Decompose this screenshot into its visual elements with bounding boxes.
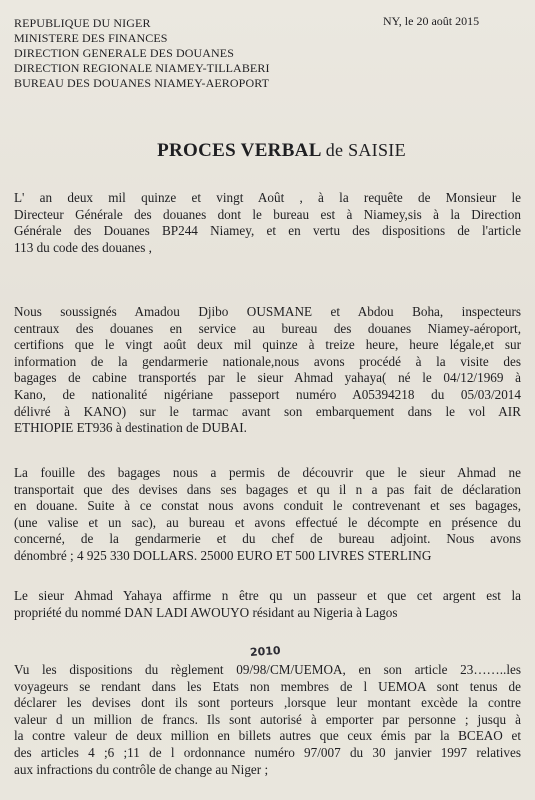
text-line: transportait que des devises dans ses bagages et qu il n a pas fait de déclaration: [14, 481, 521, 497]
text-line: aux infractions du contrôle de change au Niger ;: [14, 761, 269, 777]
handwritten-annotation: 2010: [249, 643, 282, 660]
text-line: déclarer les devises dont ils sont porteurs ,lorsque leur montant excède la contre: [14, 695, 521, 711]
text-line: information de la gendarmerie nationale,nous avons procédé à la visite des: [14, 353, 521, 369]
text-line: Directeur Générale des douanes dont le bureau est à Niamey,sis à la Direction: [14, 206, 521, 222]
text-line: des articles 4 ;6 ;11 de l ordonnance numéro 97/007 du 30 janvier 1997 relatives: [14, 744, 521, 760]
text-line: concerné, de la gendarmerie et du chef de bureau adjoint. Nous avons: [14, 531, 521, 547]
text-line: L' an deux mil quinze et vingt Août , à la requête de Monsieur le: [14, 190, 521, 205]
letterhead-line: BUREAU DES DOUANES NIAMEY-AEROPORT: [14, 76, 270, 90]
text-line: bagages de cabine transportés par le sieur Ahmad yahaya( né le 04/12/1969 à: [14, 370, 521, 386]
text-line: la contre valeur de deux million en billets autres que ceux émis par la BCEAO et: [14, 728, 521, 744]
text-line: Kano, de nationalité nigériane passeport numéro A05394218 du 05/03/2014: [14, 386, 521, 402]
letterhead-line: REPUBLIQUE DU NIGER: [14, 16, 151, 30]
title-rest: de SAISIE: [325, 140, 406, 160]
text-line: La fouille des bagages nous a permis de découvrir que le sieur Ahmad ne: [14, 465, 521, 480]
letterhead-line: DIRECTION GENERALE DES DOUANES: [14, 46, 234, 60]
text-line: voyageurs se rendant dans les Etats non membres de l UEMOA sont tenus de: [14, 678, 521, 694]
paragraph-statement: [14, 588, 521, 621]
text-line: propriété du nommé DAN LADI AWOUYO résidant au Nigeria à Lagos: [14, 604, 398, 620]
letterhead-line: DIRECTION REGIONALE NIAMEY-TILLABERI: [14, 61, 270, 75]
text-line: dénombré ; 4 925 330 DOLLARS. 25000 EURO ET 500 LIVRES STERLING: [14, 547, 432, 563]
letterhead: [14, 16, 270, 91]
title-main: PROCES VERBAL: [157, 140, 321, 161]
text-line: Nous soussignés Amadou Djibo OUSMANE et Abdou Boha, inspecteurs: [14, 304, 521, 319]
document-date: NY, le 20 août 2015: [383, 14, 480, 28]
document-title: [0, 140, 535, 162]
text-line: Générale des Douanes BP244 Niamey, et en vertu des dispositions de l'article: [14, 223, 521, 239]
text-line: Le sieur Ahmad Yahaya affirme n être qu un passeur et que cet argent est la: [14, 588, 521, 603]
text-line: 113 du code des douanes ,: [14, 239, 152, 255]
text-line: ETHIOPIE ET936 à destination de DUBAI.: [14, 420, 247, 436]
text-line: valeur d un million de francs. Ils sont autorisé à emporter par personne ; jusqu à: [14, 711, 521, 727]
text-line: en douane. Suite à ce constat nous avons conduit le contrevenant et ses bagages,: [14, 498, 521, 514]
paragraph-search: [14, 465, 521, 565]
text-line: centraux des douanes en service au bureau des douanes Niamey-aéroport,: [14, 320, 521, 336]
paragraph-inspection: [14, 304, 521, 437]
paragraph-regulation: [14, 662, 521, 778]
letterhead-line: MINISTERE DES FINANCES: [14, 31, 168, 45]
text-line: Vu les dispositions du règlement 09/98/CM/UEMOA, en son article 23……..les: [14, 662, 521, 677]
text-line: délivré à KANO) sur le tarmac avant son embarquement dans le vol AIR: [14, 403, 521, 419]
text-line: certifions que le vingt août deux mil quinze à treize heure, heure légale,et sur: [14, 337, 521, 353]
text-line: (une valise et un sac), au bureau et avons effectué le décompte en présence du: [14, 514, 521, 530]
paragraph-preamble: [14, 190, 521, 256]
